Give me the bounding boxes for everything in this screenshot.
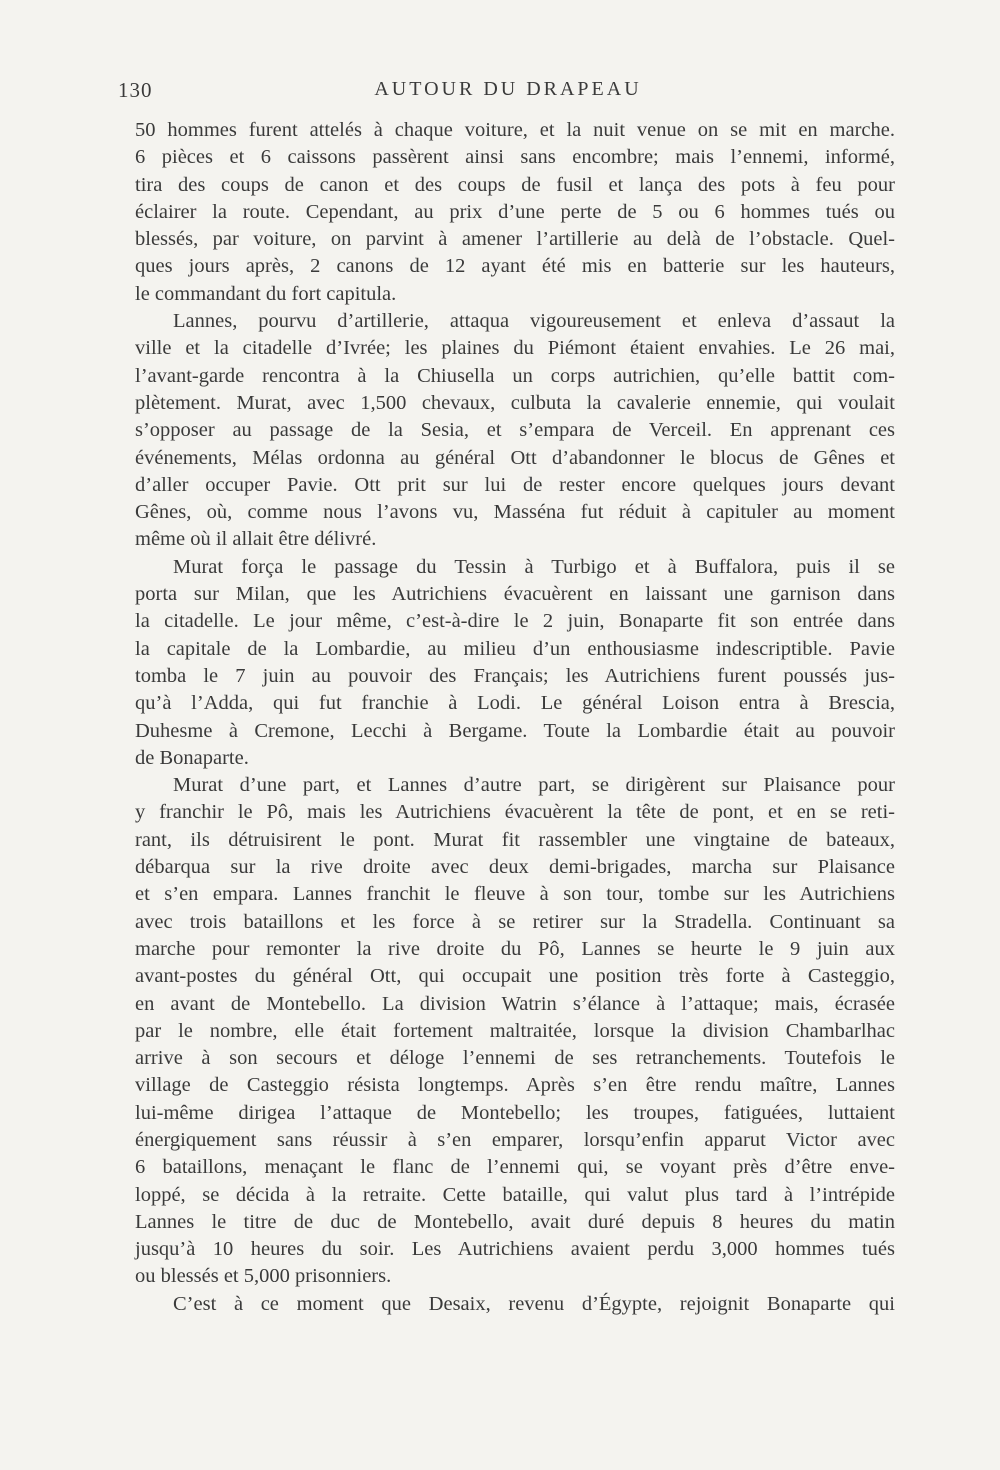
text-line: avant-postes du général Ott, qui occupait une position très forte à Casteggio,	[135, 965, 895, 988]
text-line: village de Casteggio résista longtemps. Après s’en être rendu maître, Lannes	[135, 1074, 895, 1097]
text-line: ville et la citadelle d’Ivrée; les plaines du Piémont étaient envahies. Le 26 mai,	[135, 337, 895, 360]
text-line: Murat d’une part, et Lannes d’autre part, se dirigèrent sur Plaisance pour	[173, 774, 895, 797]
text-line: 50 hommes furent attelés à chaque voiture, et la nuit venue on se mit en marche.	[135, 119, 895, 141]
page-header	[118, 78, 898, 106]
text-line: jusqu’à 10 heures du soir. Les Autrichiens avaient perdu 3,000 hommes tués	[135, 1238, 895, 1261]
text-line: Lannes le titre de duc de Montebello, avait duré depuis 8 heures du matin	[135, 1210, 895, 1233]
text-line: Duhesme à Cremone, Lecchi à Bergame. Toute la Lombardie était au pouvoir	[135, 719, 895, 742]
text-line: en avant de Montebello. La division Watrin s’élance à l’attaque; mais, écrasée	[135, 992, 895, 1015]
text-line: s’opposer au passage de la Sesia, et s’empara de Verceil. En apprenant ces	[135, 419, 895, 442]
text-line: Lannes, pourvu d’artillerie, attaqua vigoureusement et enleva d’assaut la	[173, 310, 895, 333]
text-line: événements, Mélas ordonna au général Ott d’abandonner le blocus de Gênes et	[135, 446, 895, 469]
text-line: ou blessés et 5,000 prisonniers.	[135, 1265, 392, 1288]
text-line: tira des coups de canon et des coups de fusil et lança des pots à feu pour	[135, 173, 895, 196]
text-line: d’aller occuper Pavie. Ott prit sur lui de rester encore quelques jours devant	[135, 473, 895, 496]
text-line: énergiquement sans réussir à s’en emparer, lorsqu’enfin apparut Victor avec	[135, 1128, 895, 1151]
running-title: AUTOUR DU DRAPEAU	[374, 78, 642, 100]
text-line: Murat força le passage du Tessin à Turbigo et à Buffalora, puis il se	[173, 555, 895, 578]
text-line: éclairer la route. Cependant, au prix d’une perte de 5 ou 6 hommes tués ou	[135, 200, 895, 223]
text-line: plètement. Murat, avec 1,500 chevaux, culbuta la cavalerie ennemie, qui voulait	[135, 391, 895, 414]
text-line: 6 bataillons, menaçant le flanc de l’ennemi qui, se voyant près d’être enve-	[135, 1156, 895, 1179]
text-line: la capitale de la Lombardie, au milieu d’un enthousiasme indescriptible. Pavie	[135, 637, 895, 660]
text-line: rant, ils détruisirent le pont. Murat fit rassembler une vingtaine de bateaux,	[135, 828, 895, 851]
text-line: le commandant du fort capitula.	[135, 282, 397, 305]
text-line: l’avant-garde rencontra à la Chiusella un corps autrichien, qu’elle battit com-	[135, 364, 895, 387]
text-line: qu’à l’Adda, qui fut franchie à Lodi. Le général Loison entra à Brescia,	[135, 692, 895, 715]
text-line: lui-même dirigea l’attaque de Montebello; les troupes, fatiguées, luttaient	[135, 1101, 895, 1124]
text-line: par le nombre, elle était fortement maltraitée, lorsque la division Chambarlhac	[135, 1019, 895, 1042]
text-line: et s’en empara. Lannes franchit le fleuve à son tour, tombe sur les Autrichiens	[135, 883, 895, 906]
text-line: ques jours après, 2 canons de 12 ayant été mis en batterie sur les hauteurs,	[135, 255, 895, 278]
text-line: 6 pièces et 6 caissons passèrent ainsi sans encombre; mais l’ennemi, informé,	[135, 146, 895, 169]
text-line: Gênes, où, comme nous l’avons vu, Masséna fut réduit à capituler au moment	[135, 501, 895, 524]
text-line: débarqua sur la rive droite avec deux demi-brigades, marcha sur Plaisance	[135, 856, 895, 879]
text-line: C’est à ce moment que Desaix, revenu d’Égypte, rejoignit Bonaparte qui	[173, 1292, 895, 1315]
body-text	[135, 117, 895, 1318]
text-line: blessés, par voiture, on parvint à amener l’artillerie au delà de l’obstacle. Quel-	[135, 228, 895, 251]
text-line: arrive à son secours et déloge l’ennemi de ses retranchements. Toutefois le	[135, 1047, 895, 1070]
text-line: porta sur Milan, que les Autrichiens évacuèrent en laissant une garnison dans	[135, 583, 895, 606]
text-line: y franchir le Pô, mais les Autrichiens évacuèrent la tête de pont, et en se reti-	[135, 801, 895, 824]
text-line: avec trois bataillons et les force à se retirer sur la Stradella. Continuant sa	[135, 910, 895, 933]
text-line: même où il allait être délivré.	[135, 528, 377, 551]
text-line: de Bonaparte.	[135, 746, 249, 769]
text-line: la citadelle. Le jour même, c’est-à-dire le 2 juin, Bonaparte fit son entrée dans	[135, 610, 895, 633]
text-line: tomba le 7 juin au pouvoir des Français; les Autrichiens furent poussés jus-	[135, 664, 895, 687]
page-number: 130	[118, 78, 153, 102]
text-line: marche pour remonter la rive droite du Pô, Lannes se heurte le 9 juin aux	[135, 937, 895, 960]
text-line: loppé, se décida à la retraite. Cette bataille, qui valut plus tard à l’intrépide	[135, 1183, 895, 1206]
